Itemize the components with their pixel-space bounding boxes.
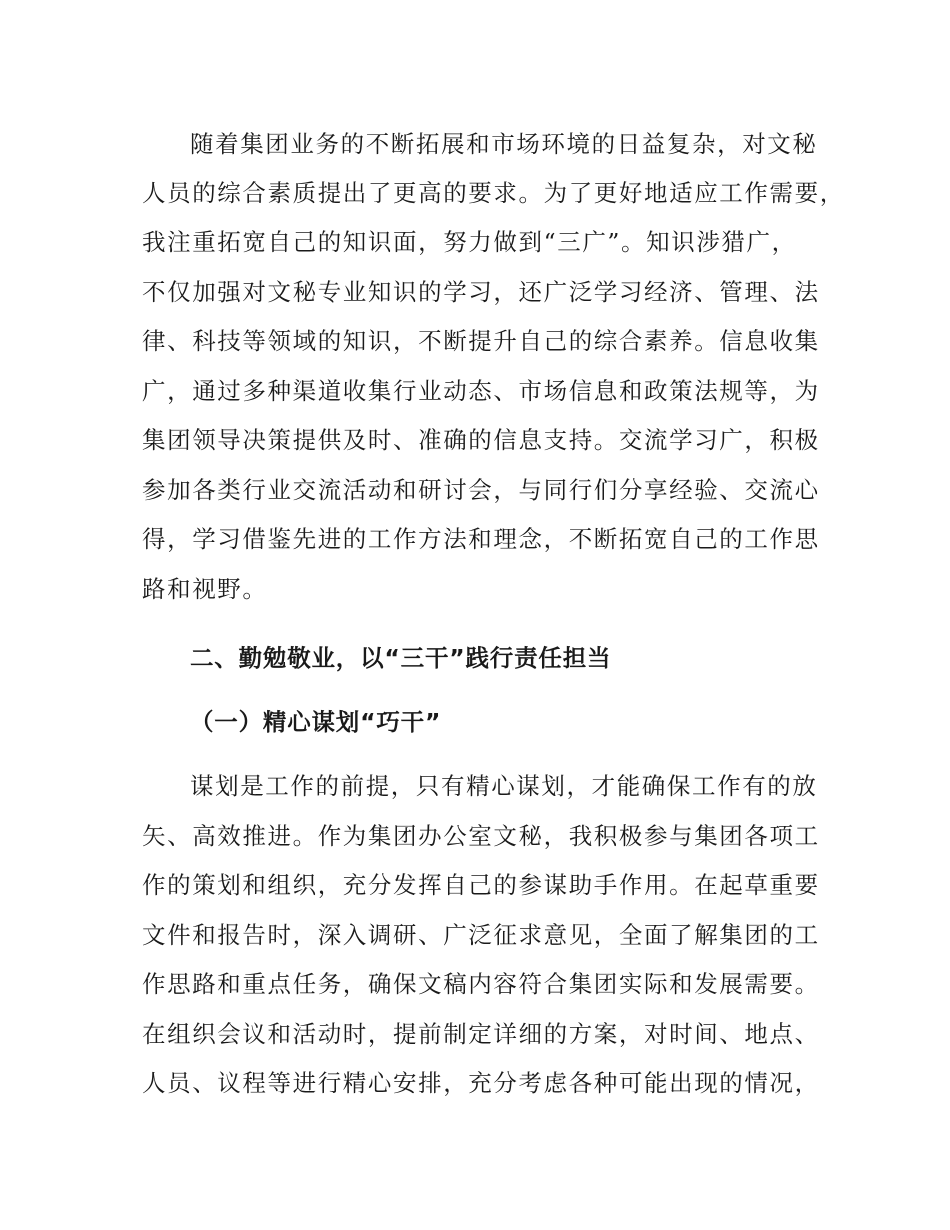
paragraph-line: 文件和报告时，深入调研、广泛征求意见，全面了解集团的工 [142,921,820,949]
paragraph-line: 广，通过多种渠道收集行业动态、市场信息和政策法规等，为 [142,377,820,405]
paragraph-line: 人员、议程等进行精心安排，充分考虑各种可能出现的情况， [142,1069,820,1097]
paragraph-line: 矢、高效推进。作为集团办公室文秘，我积极参与集团各项工 [142,822,820,850]
paragraph-line: 我注重拓宽自己的知识面，努力做到“三广”。知识涉猎广， [142,228,797,256]
paragraph-line: 得，学习借鉴先进的工作方法和理念，不断拓宽自己的工作思 [142,525,820,553]
paragraph-line: 人员的综合素质提出了更高的要求。为了更好地适应工作需要， [142,179,845,207]
paragraph-line: 作的策划和组织，充分发挥自己的参谋助手作用。在起草重要 [142,871,820,899]
paragraph-line: 律、科技等领域的知识，不断提升自己的综合素养。信息收集 [142,327,820,355]
paragraph-line: 随着集团业务的不断拓展和市场环境的日益复杂，对文秘 [190,130,818,158]
subsection-heading: （一）精心谋划“巧干” [190,708,442,736]
paragraph-line: 在组织会议和活动时，提前制定详细的方案，对时间、地点、 [142,1020,820,1048]
paragraph-line: 参加各类行业交流活动和研讨会，与同行们分享经验、交流心 [142,476,820,504]
paragraph-line: 路和视野。 [142,575,268,603]
paragraph-line: 作思路和重点任务，确保文稿内容符合集团实际和发展需要。 [142,970,820,998]
paragraph-line: 不仅加强对文秘专业知识的学习，还广泛学习经济、管理、法 [142,278,820,306]
paragraph-line: 谋划是工作的前提，只有精心谋划，才能确保工作有的放 [190,772,818,800]
section-heading: 二、勤勉敬业，以“三干”践行责任担当 [190,644,612,672]
paragraph-line: 集团领导决策提供及时、准确的信息支持。交流学习广，积极 [142,426,820,454]
